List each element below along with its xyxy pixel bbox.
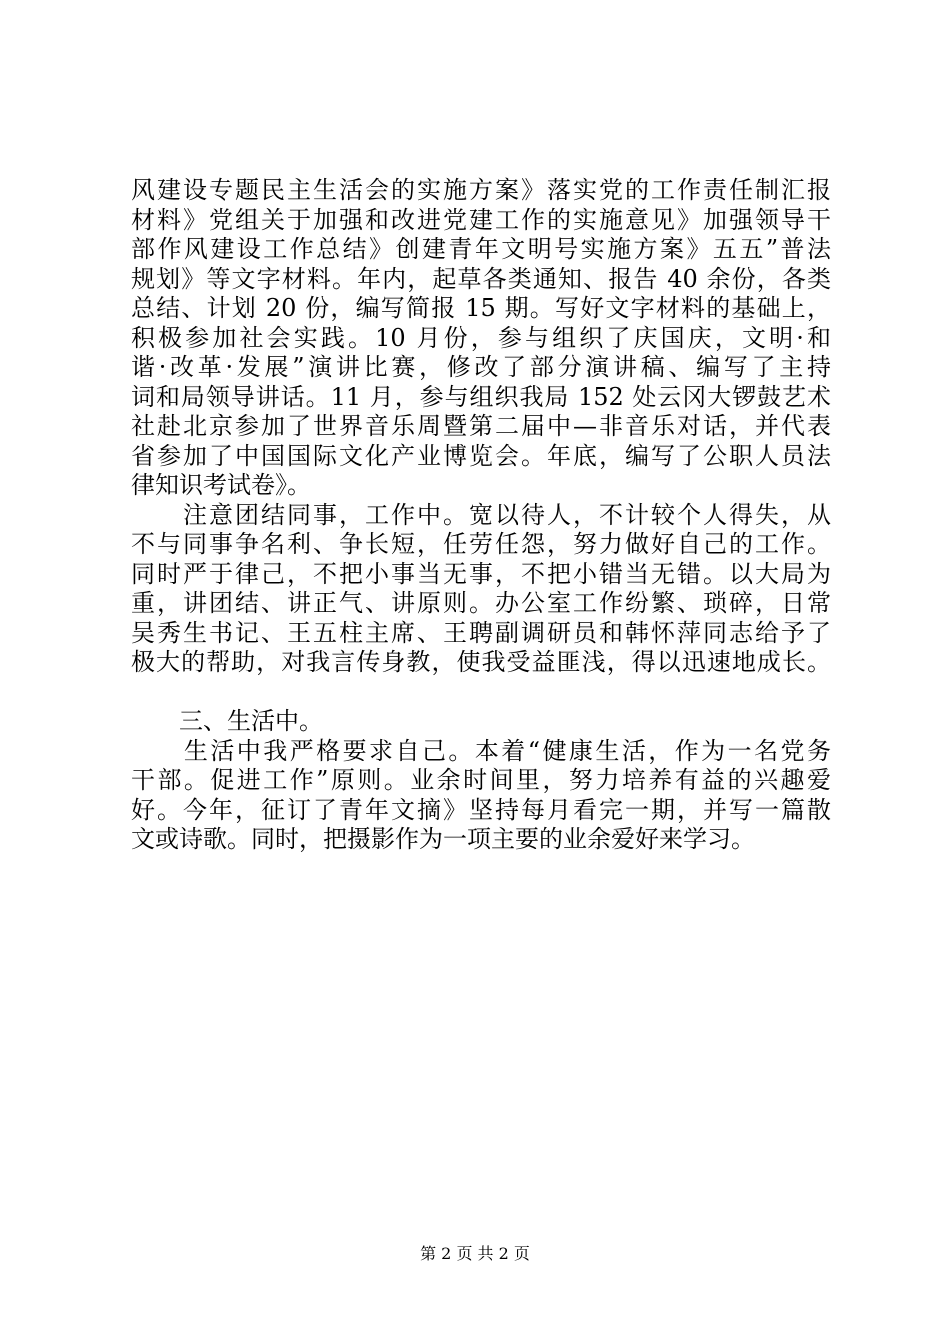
text-line: 积极参加社会实践。10 月份，参与组织了庆国庆，文明·和: [131, 323, 831, 352]
paragraph-start-line: 生活中我严格要求自己。本着“健康生活，作为一名党务: [131, 736, 831, 765]
text-line: 干部。促进工作”原则。业余时间里，努力培养有益的兴趣爱: [131, 766, 831, 794]
document-body: [131, 176, 831, 855]
text-line: 同时严于律己，不把小事当无事，不把小错当无错。以大局为: [131, 559, 831, 588]
text-line: 社赴北京参加了世界音乐周暨第二届中—非音乐对话，并代表: [131, 412, 831, 440]
text-line: 重，讲团结、讲正气、讲原则。办公室工作纷繁、琐碎，日常: [131, 589, 831, 617]
page-footer: 第 2 页 共 2 页: [420, 1244, 530, 1263]
section-heading: 三、生活中。: [131, 707, 323, 735]
text-line: 谐·改革·发展”演讲比赛，修改了部分演讲稿、编写了主持: [131, 353, 831, 381]
text-line: 不与同事争名利、争长短，任劳任怨，努力做好自己的工作。: [131, 530, 831, 558]
paragraph-start-line: 注意团结同事，工作中。宽以待人，不计较个人得失，从: [131, 500, 831, 529]
text-line: 总结、计划 20 份，编写简报 15 期。写好文字材料的基础上，: [131, 294, 831, 322]
text-line: 文或诗歌。同时，把摄影作为一项主要的业余爱好来学习。: [131, 825, 755, 853]
text-line: 律知识考试卷》。: [131, 471, 311, 499]
paragraph-gap: [131, 678, 831, 708]
text-line: 部作风建设工作总结》创建青年文明号实施方案》五五”普法: [131, 235, 831, 263]
text-line: 材料》党组关于加强和改进党建工作的实施意见》加强领导干: [131, 205, 831, 234]
text-line: 风建设专题民主生活会的实施方案》落实党的工作责任制汇报: [131, 176, 831, 204]
text-line: 吴秀生书记、王五柱主席、王聘副调研员和韩怀萍同志给予了: [131, 618, 831, 647]
text-line: 好。今年，征订了青年文摘》坚持每月看完一期，并写一篇散: [131, 795, 831, 824]
text-line: 极大的帮助，对我言传身教，使我受益匪浅，得以迅速地成长。: [131, 648, 831, 676]
text-line: 省参加了中国国际文化产业博览会。年底，编写了公职人员法: [131, 441, 831, 470]
text-line: 词和局领导讲话。11 月，参与组织我局 152 处云冈大锣鼓艺术: [131, 382, 831, 411]
text-line: 规划》等文字材料。年内，起草各类通知、报告 40 余份，各类: [131, 264, 831, 293]
